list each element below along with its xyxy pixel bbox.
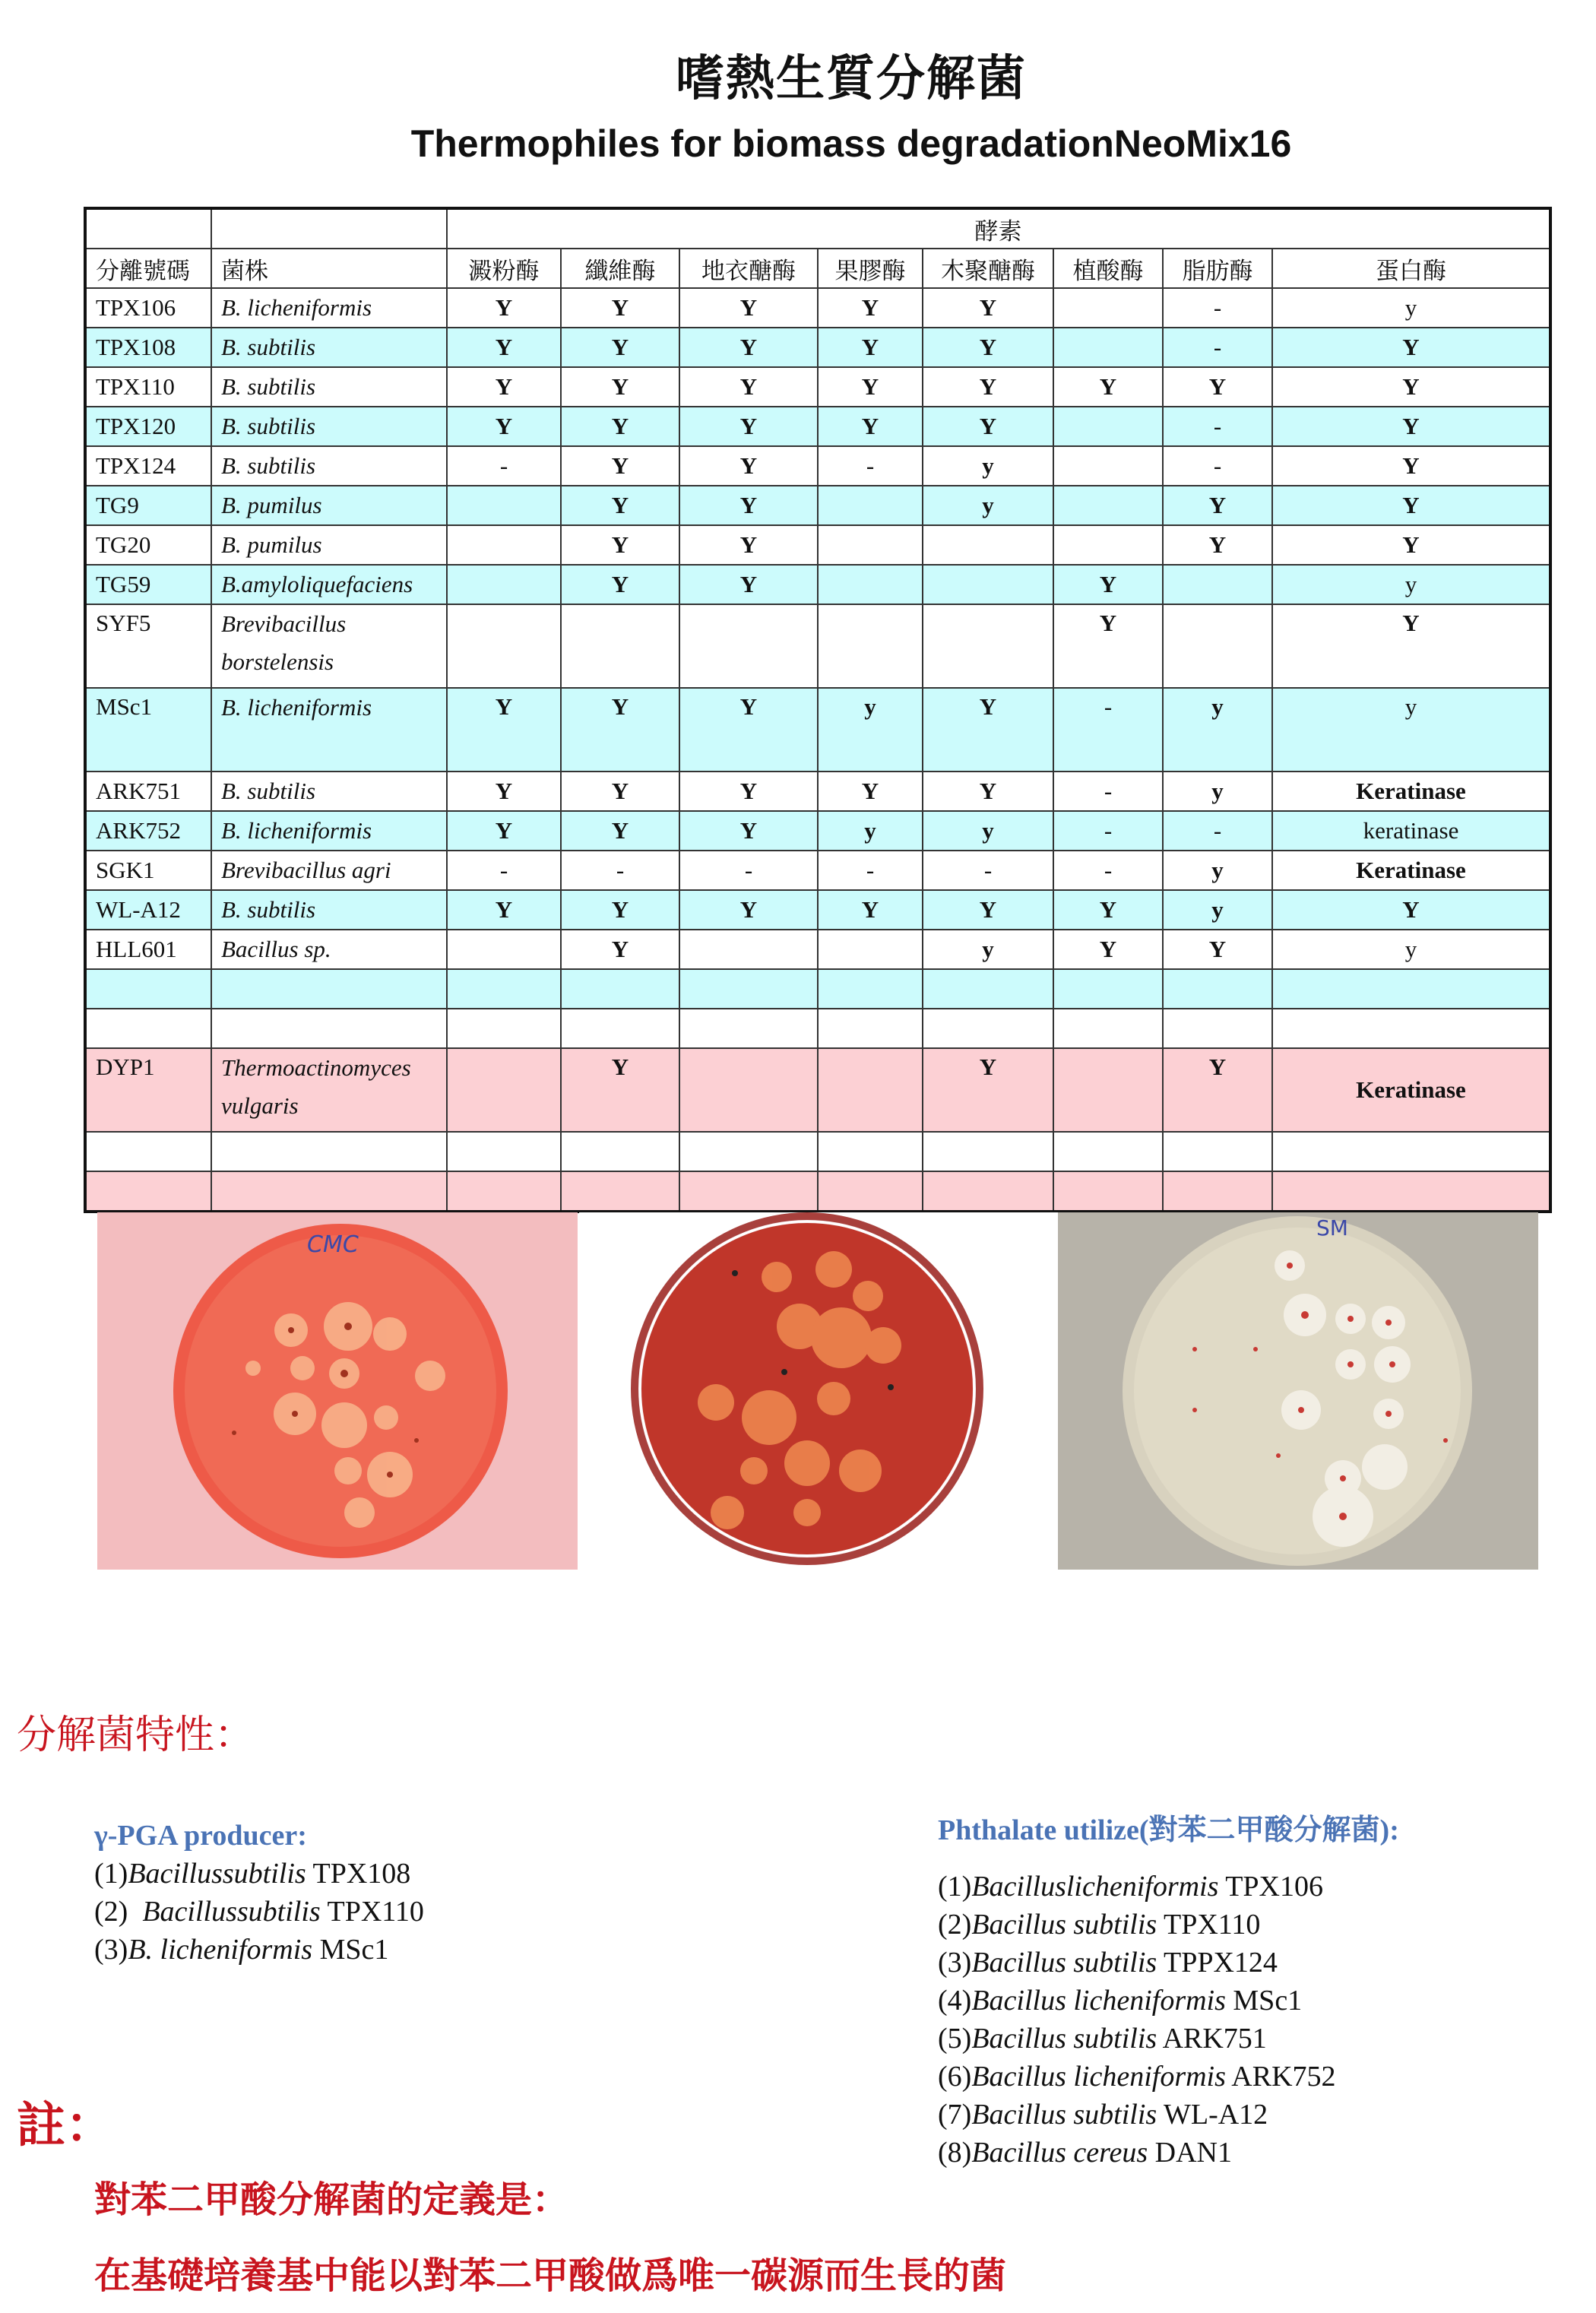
cell-enzyme-value — [1163, 1009, 1272, 1048]
cmc-plate-photo — [97, 1212, 578, 1570]
cell-isolate-id — [85, 1009, 211, 1048]
cell-enzyme-value: - — [447, 851, 561, 890]
cell-enzyme-value: Y — [1053, 565, 1163, 604]
cell-enzyme-value: Y — [1053, 930, 1163, 969]
cell-enzyme-value: Y — [818, 367, 923, 407]
cell-enzyme-value — [818, 969, 923, 1009]
cell-enzyme-value: keratinase — [1272, 811, 1550, 851]
item-species: Bacillus subtilis — [971, 2023, 1157, 2055]
cell-enzyme-value: Y — [561, 1048, 679, 1132]
cell-enzyme-value — [447, 930, 561, 969]
enzyme-group-header: 酵素 — [447, 208, 1550, 249]
table-row — [85, 851, 1550, 890]
cell-enzyme-value — [561, 604, 679, 688]
cell-enzyme-value — [1163, 969, 1272, 1009]
column-header: 脂肪酶 — [1163, 249, 1272, 288]
characteristics-heading: 分解菌特性： — [17, 1713, 255, 1758]
cell-enzyme-value — [1053, 1009, 1163, 1048]
cell-enzyme-value — [447, 486, 561, 525]
cell-enzyme-value: Y — [679, 525, 818, 565]
item-number: (3) — [94, 1934, 128, 1966]
phthalate-list — [938, 1811, 1399, 2172]
cell-enzyme-value: y — [923, 446, 1053, 486]
cell-enzyme-value — [1272, 1132, 1550, 1171]
cell-enzyme-value: Y — [679, 407, 818, 446]
cell-isolate-id: MSc1 — [85, 688, 211, 772]
cell-enzyme-value: Y — [679, 367, 818, 407]
table-row — [85, 969, 1550, 1009]
item-number: (1) — [938, 1871, 972, 1903]
cell-enzyme-value: y — [1272, 688, 1550, 772]
column-header: 纖維酶 — [561, 249, 679, 288]
table-row — [85, 407, 1550, 446]
cell-enzyme-value: y — [818, 811, 923, 851]
page-title: 嗜熱生質分解菌 — [676, 50, 1027, 107]
item-species: Bacillus licheniformis — [971, 2061, 1226, 2093]
cell-strain: B. pumilus — [211, 486, 447, 525]
list-item — [938, 1906, 1399, 1944]
cell-enzyme-value — [1163, 565, 1272, 604]
cell-enzyme-value: - — [1053, 688, 1163, 772]
column-header: 分離號碼 — [85, 249, 211, 288]
item-species: Bacillus cereus — [971, 2137, 1148, 2169]
cell-enzyme-value — [1163, 1132, 1272, 1171]
cell-enzyme-value: Y — [1163, 367, 1272, 407]
table-row — [85, 446, 1550, 486]
cell-enzyme-value: Y — [1163, 1048, 1272, 1132]
cell-enzyme-value — [1053, 486, 1163, 525]
item-number: (3) — [938, 1947, 972, 1979]
cell-enzyme-value: Y — [679, 890, 818, 930]
cell-enzyme-value: Y — [818, 890, 923, 930]
cell-enzyme-value — [447, 969, 561, 1009]
cell-enzyme-value — [1053, 446, 1163, 486]
cell-enzyme-value: Y — [1272, 525, 1550, 565]
plate1-label: CMC — [307, 1231, 359, 1258]
cell-enzyme-value — [679, 604, 818, 688]
cell-enzyme-value: Y — [1163, 930, 1272, 969]
cell-enzyme-value: Y — [447, 811, 561, 851]
cell-enzyme-value: Y — [679, 811, 818, 851]
item-number: (2) — [94, 1896, 143, 1928]
note-line-1: 對苯二甲酸分解菌的定義是： — [94, 2178, 569, 2221]
item-number: (1) — [94, 1858, 128, 1890]
item-strain-id: TPX110 — [1157, 1909, 1261, 1941]
phthalate-title: Phthalate utilize(對苯二甲酸分解菌): — [938, 1814, 1399, 1846]
item-number: (2) — [938, 1909, 972, 1941]
cell-strain — [211, 1171, 447, 1212]
cell-enzyme-value: - — [1163, 328, 1272, 367]
cell-enzyme-value: - — [1163, 446, 1272, 486]
cell-strain: Thermoactinomyces vulgaris — [211, 1048, 447, 1132]
cell-enzyme-value — [561, 1132, 679, 1171]
cell-enzyme-value: Y — [1053, 604, 1163, 688]
cell-isolate-id — [85, 1171, 211, 1212]
cell-strain: B.amyloliquefaciens — [211, 565, 447, 604]
cell-isolate-id: HLL601 — [85, 930, 211, 969]
cell-enzyme-value — [447, 604, 561, 688]
cell-enzyme-value — [679, 1132, 818, 1171]
cell-isolate-id: TPX110 — [85, 367, 211, 407]
cell-enzyme-value: Y — [1272, 890, 1550, 930]
cell-enzyme-value: Y — [447, 367, 561, 407]
list-item — [938, 2058, 1399, 2096]
cell-enzyme-value: y — [1163, 772, 1272, 811]
cell-enzyme-value: Y — [923, 890, 1053, 930]
cell-enzyme-value: y — [923, 486, 1053, 525]
table-row — [85, 565, 1550, 604]
cell-enzyme-value: Y — [1272, 446, 1550, 486]
item-species: Bacilluslicheniformis — [971, 1871, 1219, 1903]
cell-strain: B. pumilus — [211, 525, 447, 565]
cell-enzyme-value: Y — [679, 772, 818, 811]
cell-strain: B. subtilis — [211, 890, 447, 930]
cell-isolate-id: ARK751 — [85, 772, 211, 811]
cell-enzyme-value — [1053, 1048, 1163, 1132]
cell-enzyme-value: Keratinase — [1272, 851, 1550, 890]
cell-enzyme-value: Y — [561, 890, 679, 930]
cell-enzyme-value: Y — [561, 565, 679, 604]
cell-enzyme-value: Y — [561, 288, 679, 328]
cell-enzyme-value: - — [818, 851, 923, 890]
cell-enzyme-value: Y — [561, 367, 679, 407]
cell-enzyme-value — [679, 1171, 818, 1212]
item-species: Bacillus subtilis — [971, 2099, 1157, 2131]
item-strain-id: DAN1 — [1148, 2137, 1232, 2169]
cell-enzyme-value: Y — [679, 688, 818, 772]
cell-isolate-id: TG59 — [85, 565, 211, 604]
column-header: 植酸酶 — [1053, 249, 1163, 288]
cell-isolate-id: WL-A12 — [85, 890, 211, 930]
cell-enzyme-value: Keratinase — [1272, 1048, 1550, 1132]
cell-isolate-id: TPX120 — [85, 407, 211, 446]
cell-enzyme-value — [1053, 525, 1163, 565]
cell-enzyme-value — [561, 1171, 679, 1212]
cell-enzyme-value — [1163, 1171, 1272, 1212]
cell-enzyme-value: Y — [818, 407, 923, 446]
column-header: 澱粉酶 — [447, 249, 561, 288]
plate3-label: SM — [1316, 1215, 1348, 1240]
cell-enzyme-value: - — [1163, 288, 1272, 328]
cell-enzyme-value: Y — [1272, 604, 1550, 688]
cell-enzyme-value: y — [1163, 890, 1272, 930]
cell-enzyme-value — [923, 565, 1053, 604]
item-strain-id: TPX110 — [320, 1896, 424, 1928]
list-item — [94, 1855, 424, 1893]
cell-enzyme-value: Y — [1163, 486, 1272, 525]
item-species: Bacillus subtilis — [971, 1909, 1157, 1941]
pga-list — [94, 1817, 424, 1969]
cell-strain: B. licheniformis — [211, 288, 447, 328]
cell-enzyme-value: y — [818, 688, 923, 772]
item-species: Bacillus subtilis — [971, 1947, 1157, 1979]
cell-enzyme-value — [818, 1048, 923, 1132]
cell-enzyme-value: - — [1053, 811, 1163, 851]
column-header: 菌株 — [211, 249, 447, 288]
cell-enzyme-value — [447, 565, 561, 604]
cell-enzyme-value: y — [923, 930, 1053, 969]
cell-enzyme-value: Y — [561, 688, 679, 772]
column-header: 蛋白酶 — [1272, 249, 1550, 288]
cell-isolate-id — [85, 969, 211, 1009]
list-item — [938, 1944, 1399, 1982]
cell-enzyme-value — [818, 1009, 923, 1048]
cell-enzyme-value — [923, 1132, 1053, 1171]
cell-enzyme-value: Y — [1053, 890, 1163, 930]
cell-enzyme-value: Y — [679, 328, 818, 367]
table-row — [85, 525, 1550, 565]
cell-enzyme-value: Y — [1272, 486, 1550, 525]
cell-strain: Bacillus sp. — [211, 930, 447, 969]
cell-enzyme-value: Y — [923, 772, 1053, 811]
cell-enzyme-value: - — [1053, 772, 1163, 811]
cell-enzyme-value: Y — [923, 1048, 1053, 1132]
cell-enzyme-value: Y — [561, 930, 679, 969]
list-item — [938, 2134, 1399, 2172]
cell-strain: B. subtilis — [211, 328, 447, 367]
cell-enzyme-value — [818, 486, 923, 525]
cell-enzyme-value — [447, 1009, 561, 1048]
item-species: Bacillussubtilis — [128, 1858, 306, 1890]
cell-isolate-id: TPX124 — [85, 446, 211, 486]
list-item — [938, 1868, 1399, 1906]
table-row — [85, 1171, 1550, 1212]
item-number: (6) — [938, 2061, 972, 2093]
cell-enzyme-value — [1053, 969, 1163, 1009]
table-row — [85, 811, 1550, 851]
cell-enzyme-value: y — [1163, 851, 1272, 890]
cell-enzyme-value: Y — [923, 328, 1053, 367]
note-line-2: 在基礎培養基中能以對苯二甲酸做爲唯一碳源而生長的菌 — [94, 2254, 1007, 2297]
list-item — [938, 2020, 1399, 2058]
item-species: Bacillus licheniformis — [971, 1985, 1226, 2017]
cell-enzyme-value: Y — [1272, 328, 1550, 367]
cell-enzyme-value: Y — [1272, 407, 1550, 446]
cell-enzyme-value — [679, 1048, 818, 1132]
cell-enzyme-value — [923, 1171, 1053, 1212]
cell-enzyme-value — [1053, 407, 1163, 446]
item-strain-id: ARK752 — [1225, 2061, 1336, 2093]
cell-enzyme-value: Y — [561, 486, 679, 525]
cell-enzyme-value: Y — [447, 890, 561, 930]
item-strain-id: WL-A12 — [1157, 2099, 1268, 2131]
cell-isolate-id: TG9 — [85, 486, 211, 525]
cell-enzyme-value: Y — [1272, 367, 1550, 407]
cell-enzyme-value: Y — [447, 772, 561, 811]
table-row — [85, 890, 1550, 930]
table-row — [85, 367, 1550, 407]
cell-enzyme-value: Y — [1053, 367, 1163, 407]
cell-enzyme-value — [1163, 604, 1272, 688]
cell-enzyme-value — [679, 969, 818, 1009]
item-strain-id: MSc1 — [1225, 1985, 1303, 2017]
cell-isolate-id: ARK752 — [85, 811, 211, 851]
item-strain-id: TPX106 — [1218, 1871, 1323, 1903]
item-number: (8) — [938, 2137, 972, 2169]
cell-enzyme-value: y — [923, 811, 1053, 851]
table-row — [85, 688, 1550, 772]
item-strain-id: TPPX124 — [1157, 1947, 1278, 1979]
list-item — [94, 1893, 424, 1931]
enzyme-table — [84, 207, 1552, 1213]
cell-enzyme-value: Y — [561, 525, 679, 565]
cell-strain: B. subtilis — [211, 446, 447, 486]
cell-enzyme-value: Y — [447, 407, 561, 446]
cell-enzyme-value: Y — [1163, 525, 1272, 565]
column-header: 果膠酶 — [818, 249, 923, 288]
cell-strain — [211, 1009, 447, 1048]
cell-enzyme-value — [447, 1048, 561, 1132]
table-row — [85, 772, 1550, 811]
cell-enzyme-value: - — [1163, 811, 1272, 851]
cell-enzyme-value: y — [1163, 688, 1272, 772]
cell-enzyme-value: - — [679, 851, 818, 890]
table-row — [85, 930, 1550, 969]
cell-enzyme-value — [561, 1009, 679, 1048]
cell-enzyme-value — [1053, 1171, 1163, 1212]
table-row — [85, 1132, 1550, 1171]
cell-enzyme-value — [818, 930, 923, 969]
cell-isolate-id: TPX108 — [85, 328, 211, 367]
cell-strain: Brevibacillus borstelensis — [211, 604, 447, 688]
cell-strain: B. licheniformis — [211, 811, 447, 851]
cell-isolate-id — [85, 1132, 211, 1171]
item-strain-id: TPX108 — [306, 1858, 411, 1890]
cell-enzyme-value: Y — [447, 688, 561, 772]
item-species: Bacillussubtilis — [142, 1896, 321, 1928]
cell-enzyme-value: - — [447, 446, 561, 486]
cell-enzyme-value: Y — [561, 446, 679, 486]
cell-isolate-id: DYP1 — [85, 1048, 211, 1132]
cell-enzyme-value: Y — [818, 288, 923, 328]
cell-enzyme-value: - — [923, 851, 1053, 890]
cell-enzyme-value: Y — [561, 407, 679, 446]
cell-enzyme-value: Y — [923, 688, 1053, 772]
item-species: B. licheniformis — [128, 1934, 313, 1966]
cell-isolate-id: SGK1 — [85, 851, 211, 890]
cell-enzyme-value: Y — [447, 328, 561, 367]
cell-enzyme-value — [1053, 1132, 1163, 1171]
cell-enzyme-value — [923, 525, 1053, 565]
cell-enzyme-value — [679, 1009, 818, 1048]
column-header: 地衣醣酶 — [679, 249, 818, 288]
note-heading: 註： — [17, 2097, 114, 2154]
sm-plate-photo — [1058, 1212, 1538, 1570]
pga-title: γ-PGA producer: — [94, 1820, 307, 1852]
cell-enzyme-value: Y — [679, 565, 818, 604]
cell-enzyme-value: Y — [679, 486, 818, 525]
cell-isolate-id: SYF5 — [85, 604, 211, 688]
cell-enzyme-value: Y — [679, 446, 818, 486]
cell-enzyme-value: Y — [561, 772, 679, 811]
table-row — [85, 1009, 1550, 1048]
cell-enzyme-value — [1272, 969, 1550, 1009]
cell-enzyme-value — [679, 930, 818, 969]
item-number: (7) — [938, 2099, 972, 2131]
cell-strain: Brevibacillus agri — [211, 851, 447, 890]
cell-enzyme-value: - — [1053, 851, 1163, 890]
cell-strain: B. subtilis — [211, 772, 447, 811]
cell-enzyme-value: - — [1163, 407, 1272, 446]
list-item — [938, 2096, 1399, 2134]
page-subtitle: Thermophiles for biomass degradationNeoMix16 — [410, 122, 1292, 165]
cell-enzyme-value: y — [1272, 565, 1550, 604]
cell-enzyme-value — [818, 1132, 923, 1171]
cell-enzyme-value: Y — [923, 288, 1053, 328]
cell-enzyme-value — [923, 969, 1053, 1009]
item-number: (4) — [938, 1985, 972, 2017]
table-row — [85, 288, 1550, 328]
table-row — [85, 486, 1550, 525]
cell-strain — [211, 969, 447, 1009]
column-header: 木聚醣酶 — [923, 249, 1053, 288]
list-item — [94, 1931, 424, 1969]
item-strain-id: MSc1 — [312, 1934, 389, 1966]
cell-enzyme-value: Y — [447, 288, 561, 328]
cell-enzyme-value — [923, 604, 1053, 688]
cell-enzyme-value: y — [1272, 288, 1550, 328]
cell-enzyme-value: - — [561, 851, 679, 890]
red-plate-photo — [579, 1212, 1059, 1570]
item-strain-id: ARK751 — [1157, 2023, 1267, 2055]
cell-enzyme-value — [447, 1171, 561, 1212]
cell-enzyme-value — [447, 525, 561, 565]
cell-isolate-id: TPX106 — [85, 288, 211, 328]
cell-enzyme-value — [818, 565, 923, 604]
cell-enzyme-value — [923, 1009, 1053, 1048]
cell-strain — [211, 1132, 447, 1171]
table-row — [85, 328, 1550, 367]
cell-enzyme-value: Y — [818, 328, 923, 367]
cell-enzyme-value — [818, 525, 923, 565]
table-row — [85, 604, 1550, 688]
cell-enzyme-value: Y — [818, 772, 923, 811]
cell-enzyme-value — [818, 1171, 923, 1212]
cell-enzyme-value: Y — [561, 811, 679, 851]
cell-enzyme-value: Y — [679, 288, 818, 328]
cell-strain: B. subtilis — [211, 367, 447, 407]
cell-enzyme-value — [1053, 288, 1163, 328]
cell-isolate-id: TG20 — [85, 525, 211, 565]
cell-enzyme-value: Keratinase — [1272, 772, 1550, 811]
cell-enzyme-value — [1272, 1009, 1550, 1048]
cell-strain: B. licheniformis — [211, 688, 447, 772]
cell-enzyme-value — [1053, 328, 1163, 367]
table-row — [85, 1048, 1550, 1132]
item-number: (5) — [938, 2023, 972, 2055]
cell-enzyme-value — [1272, 1171, 1550, 1212]
cell-enzyme-value: Y — [923, 367, 1053, 407]
cell-strain: B. subtilis — [211, 407, 447, 446]
cell-enzyme-value — [818, 604, 923, 688]
cell-enzyme-value — [561, 969, 679, 1009]
cell-enzyme-value — [447, 1132, 561, 1171]
cell-enzyme-value: y — [1272, 930, 1550, 969]
cell-enzyme-value: - — [818, 446, 923, 486]
list-item — [938, 1982, 1399, 2020]
cell-enzyme-value: Y — [923, 407, 1053, 446]
cell-enzyme-value: Y — [561, 328, 679, 367]
